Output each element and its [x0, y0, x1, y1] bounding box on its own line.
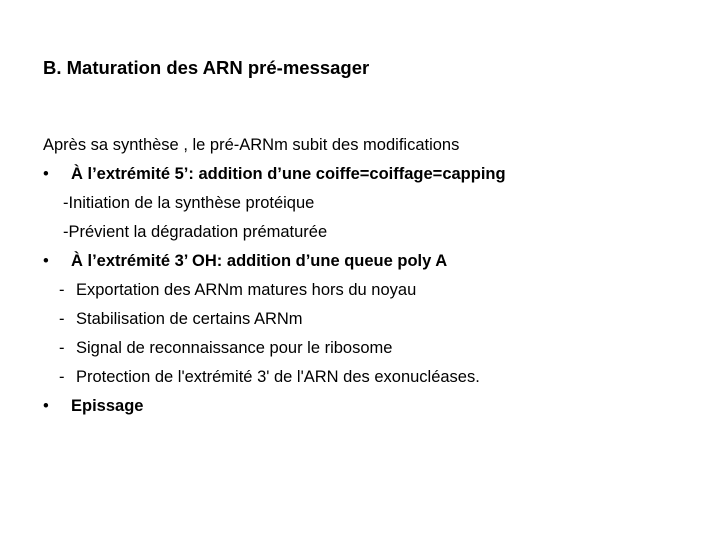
bullet-icon: • [43, 397, 49, 415]
sub-item-text-2: -Prévient la dégradation prématurée [63, 223, 328, 241]
sub-item-2 [43, 218, 703, 247]
dash-item-text-3: Signal de reconnaissance pour le ribosome [76, 339, 393, 357]
dash-item-4 [43, 363, 703, 392]
dash-icon: - [59, 368, 65, 386]
dash-item-text-4: Protection de l'extrémité 3' de l'ARN des exonucléases. [76, 368, 480, 386]
bullet-text-1: À l’extrémité 5’: addition d’une coiffe=coiffage=capping [71, 165, 506, 183]
dash-item-1 [43, 276, 703, 305]
intro-text: Après sa synthèse , le pré-ARNm subit des modifications [43, 136, 460, 154]
dash-item-3 [43, 334, 703, 363]
bullet-text-3: Epissage [71, 397, 144, 415]
dash-icon: - [59, 339, 65, 357]
bullet-item-3 [43, 392, 703, 421]
dash-item-text-1: Exportation des ARNm matures hors du noyau [76, 281, 417, 299]
bullet-item-2 [43, 247, 703, 276]
bullet-icon: • [43, 165, 49, 183]
slide-body [43, 131, 703, 421]
bullet-text-2: À l’extrémité 3’ OH: addition d’une queue poly A [71, 252, 448, 270]
bullet-item-1 [43, 160, 703, 189]
intro-line [43, 131, 703, 160]
slide-title: B. Maturation des ARN pré-messager [43, 57, 370, 78]
dash-item-text-2: Stabilisation de certains ARNm [76, 310, 303, 328]
dash-icon: - [59, 310, 65, 328]
sub-item-text-1: -Initiation de la synthèse protéique [63, 194, 315, 212]
dash-item-2 [43, 305, 703, 334]
bullet-icon: • [43, 252, 49, 270]
dash-icon: - [59, 281, 65, 299]
sub-item-1 [43, 189, 703, 218]
